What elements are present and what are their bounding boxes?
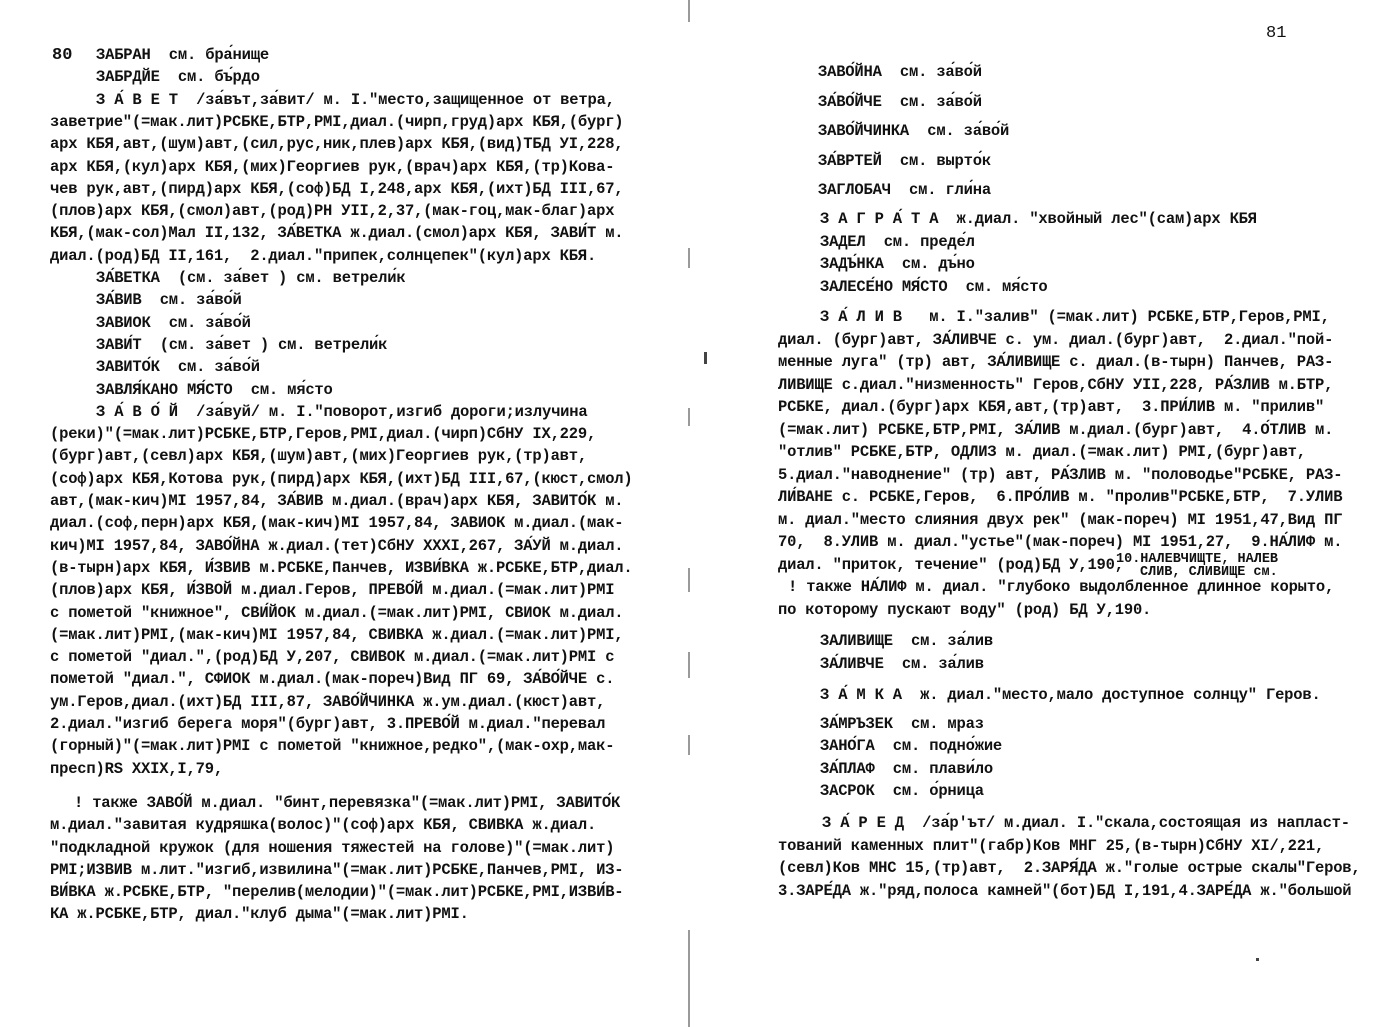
text-line: (реки)"(=мак.лит)РСБКЕ,БТР,Геров,РМI,диал.(чирп)СбНУ IX,229, xyxy=(50,425,597,444)
page-number: 80 xyxy=(52,46,73,65)
text-line: ЗАВЛЯ́КАНО МЯ́СТО см. мя́сто xyxy=(96,380,333,399)
text-line: РМI;ИЗВИВ м.лит."изгиб,извилина"(=мак.лит)РСБКЕ,Панчев,РМI, ИЗ- xyxy=(50,860,624,879)
entry-line: З А́ Р Е Д /за́р'ът/ м.диал. I."скала,состоящая из напласт- xyxy=(822,814,1350,832)
entry-line: диал. "приток, течение" (род)БД У,190, xyxy=(778,555,1124,574)
text-line: с пометой "диал.",(род)БД У,207, СВИВОК м.диал.(=мак.лит)РМI с xyxy=(50,648,615,667)
text-line: (горный)"(=мак.лит)РМI с пометой "книжное,редко",(мак-охр,мак- xyxy=(50,737,615,756)
text-line: кич)МI 1957,84, ЗАВО́ЙНА ж.диал.(тет)СбНУ XXXI,267, ЗА́УЙ м.диал. xyxy=(50,536,624,555)
entry-line: ЗАСРОК см. о́рница xyxy=(820,782,984,800)
text-line: м.диал."завитая кудряшка(волос)"(соф)арх КБЯ, СВИВКА ж.диал. xyxy=(50,816,597,835)
page-number: 81 xyxy=(1266,24,1287,43)
entry-line: З А́ Л И В м. I."залив" (=мак.лит) РСБКЕ,БТР,Геров,РМI, xyxy=(820,308,1330,326)
entry-line: по которому пускают воду" (род) БД У,190. xyxy=(778,600,1152,619)
crossref-entry: ЗАГЛОБАЧ см. гли́на xyxy=(818,181,991,199)
text-line: ЗАВИ́Т (см. за́вет ) см. ветрели́к xyxy=(96,335,388,354)
page-gutter xyxy=(688,0,690,1027)
entry-line: ЗАЛЕСЕ́НО МЯ́СТО см. мя́сто xyxy=(820,277,1048,296)
entry-zared xyxy=(778,812,1361,902)
crossref-entry: ЗА́ВО́ЙЧЕ см. за́во́й xyxy=(818,92,982,111)
entry-zamka xyxy=(820,684,1321,803)
text-line: арх КБЯ,(кул)арх КБЯ,(мих)Георгиев рук,(врач)арх КБЯ,(тр)Кова- xyxy=(50,157,615,176)
text-line: чев рук,авт,(пирд)арх КБЯ,(соф)БД I,248,арх КБЯ,(ихт)БД III,67, xyxy=(50,179,624,198)
entry-line: ЛИ́ВАНЕ с. РСБКЕ,Геров, 6.ПРО́ЛИВ м. "пролив"РСБКЕ,БТР, 7.УЛИВ xyxy=(778,488,1343,506)
entry-line: ЛИВИЩЕ с.диал."низменность" Геров,СбНУ УII,228, РА́ЗЛИВ м.БТР, xyxy=(778,375,1334,394)
scan-speck xyxy=(704,352,707,364)
entry-zagrata xyxy=(820,208,1257,298)
text-line: З А́ В Е Т /за́вът,за́вит/ м. I."место,защищенное от ветра, xyxy=(96,90,615,109)
text-line: КБЯ,(мак-сол)Мал II,132, ЗА́ВЕТКА ж.диал.(смол)арх КБЯ, ЗАВИ́Т м. xyxy=(50,224,624,243)
text-line: ЗАБРАН см. бра́нище xyxy=(96,46,269,64)
entry-line: 3.ЗАРЕ́ДА ж."ряд,полоса камней"(бот)БД I,191,4.ЗАРЕ́ДА ж."большой xyxy=(778,881,1352,900)
text-line: (соф)арх КБЯ,Котова рук,(пирд)арх КБЯ,(ихт)БД III,67,(кюст,смол) xyxy=(50,469,633,488)
text-line: (плов)арх КБЯ, И́ЗВОЙ м.диал.Геров, ПРЕВО́Й м.диал.(=мак.лит)РМI xyxy=(50,581,615,600)
entry-line: ЗА́МРЪЗЕК см. мраз xyxy=(820,714,984,733)
text-line: пометой "диал.", СФИОК м.диал.(мак-пореч)Вид ПГ 69, ЗА́ВО́ЙЧЕ с. xyxy=(50,670,615,689)
text-line: диал.(соф,перн)арх КБЯ,(мак-кич)МI 1957,84, ЗАВИОК м.диал.(мак- xyxy=(50,514,624,533)
entry-line: диал. (бург)авт, ЗА́ЛИВЧЕ с. ум. диал.(бург)авт, 2.диал."пой- xyxy=(778,330,1334,349)
text-line: З А́ В О́ Й /за́вуй/ м. I."поворот,изгиб дороги;излучина xyxy=(96,402,588,421)
entry-line: менные луга" (тр) авт, ЗА́ЛИВИЩЕ с. диал.(в-тырн) Панчев, РАЗ- xyxy=(778,353,1334,371)
text-line: "подкладной кружок (для ношения тяжестей на голове)"(=мак.лит) xyxy=(50,838,615,857)
left-page xyxy=(0,0,688,1027)
entry-line: 70, 8.УЛИВ м. диал."устье"(мак-пореч) МI 1951,27, 9.НА́ЛИФ м. xyxy=(778,533,1343,551)
entry-line: ЗА́ПЛАФ см. плави́ло xyxy=(820,759,993,778)
crossref-entry: ЗАВО́ЙНА см. за́во́й xyxy=(818,63,982,81)
text-line: авт,(мак-кич)МI 1957,84, ЗА́ВИВ м.диал.(врач)арх КБЯ, ЗАВИТО́К м. xyxy=(50,492,624,510)
text-line: ум.Геров,диал.(ихт)БД III,87, ЗАВО́ЙЧИНКА ж.ум.диал.(кюст)авт, xyxy=(50,692,606,711)
text-line: пресп)RS XXIX,I,79, xyxy=(50,759,223,778)
right-page xyxy=(700,0,1400,1027)
crossref-group-1 xyxy=(818,58,1009,206)
text-line: арх КБЯ,авт,(шум)авт,(сил,рус,ник,плев)арх КБЯ,(вид)ТБД УI,228, xyxy=(50,135,624,154)
text-line: ЗАБРДЙЕ см. бъ́рдо xyxy=(96,68,260,87)
entry-line: 5.диал."наводнение" (тр) авт, РА́ЗЛИВ м. "половодье"РСБКЕ, РАЗ- xyxy=(778,465,1343,484)
text-line: (в-тырн)арх КБЯ, И́ЗВИВ м.РСБКЕ,Панчев, ИЗВИ́ВКА ж.РСБКЕ,БТР,диал. xyxy=(50,558,633,577)
text-line: (бург)авт,(севл)арх КБЯ,(шум)авт,(мих)Георгиев рук,(тр)авт, xyxy=(50,447,587,466)
text-line: с пометой "книжное", СВИ́ЙОК м.диал.(=мак.лит)РМI, СВИОК м.диал. xyxy=(50,603,624,622)
crossref-entry: ЗА́ЛИВЧЕ см. за́лив xyxy=(820,654,984,673)
entry-line: З А Г Р А́ Т А ж.диал. "хвойный лес"(сам)арх КБЯ xyxy=(820,210,1257,228)
crossref-group-2 xyxy=(820,630,993,675)
text-line: ЗА́ВЕТКА (см. за́вет ) см. ветрели́к xyxy=(96,269,406,287)
text-line: ! также ЗАВО́Й м.диал. "бинт,перевязка"(=мак.лит)РМI, ЗАВИТО́К xyxy=(74,793,621,812)
entry-line: "отлив" РСБКЕ,БТР, ОДЛИЗ м. диал.(=мак.лит) РМI,(бург)авт, xyxy=(778,443,1306,461)
text-line: ЗАВИОК см. за́во́й xyxy=(96,313,251,332)
text-line: КА ж.РСБКЕ,БТР, диал."клуб дыма"(=мак.лит)РМI. xyxy=(50,905,469,924)
entry-line: З А́ М К А ж. диал."место,мало доступное солнцу" Геров. xyxy=(820,686,1321,704)
entry-line: ! также НА́ЛИФ м. диал. "глубоко выдолбленное длинное корыто, xyxy=(788,578,1335,596)
text-line: ВИ́ВКА ж.РСБКЕ,БТР, "перелив(мелодии)"(=мак.лит)РСБКЕ,РМI,ИЗВИ́В- xyxy=(50,883,624,902)
crossref-entry: ЗАЛИВИЩЕ см. за́лив xyxy=(820,632,993,650)
entry-line: м. диал."место слияния двух рек" (мак-пореч) МI 1951,47,Вид ПГ xyxy=(778,510,1343,529)
entry-line: ЗАНО́ГА см. подно́жие xyxy=(820,737,1003,755)
text-line: заветрие"(=мак.лит)РСБКЕ,БТР,РМI,диал.(чирп,груд)арх КБЯ,(бург) xyxy=(50,112,624,131)
text-line: ЗА́ВИВ см. за́во́й xyxy=(96,291,242,310)
text-line: ЗАВИТО́К см. за́во́й xyxy=(96,358,260,377)
entry-line: РСБКЕ, диал.(бург)арх КБЯ,авт,(тр)авт, 3.ПРИ́ЛИВ м. "прилив" xyxy=(778,398,1325,416)
crossref-entry: ЗА́ВРТЕЙ см. вырто́к xyxy=(818,151,991,170)
overprint-line: 10.НАЛЕВЧИЩТЕ, НАЛЕВ xyxy=(1116,552,1279,567)
overprint-line: СЛИВ, СЛИВИЩЕ см. xyxy=(1140,565,1278,580)
entry-line: ЗАДЪ́НКА см. дъ́но xyxy=(820,255,975,273)
entry-line: тований каменных плит"(габр)Ков МНГ 25,(в-тырн)СбНУ XI/,221, xyxy=(778,836,1325,855)
text-line: диал.(род)БД II,161, 2.диал."припек,солнцепек"(кул)арх КБЯ. xyxy=(50,246,597,265)
crossref-entry: ЗАВО́ЙЧИНКА см. за́во́й xyxy=(818,122,1010,140)
text-line: (=мак.лит)РМI,(мак-кич)МI 1957,84, СВИВКА ж.диал.(=мак.лит)РМI, xyxy=(50,625,624,644)
text-line: 2.диал."изгиб берега моря"(бург)авт, 3.ПРЕВО́Й м.диал."перевал xyxy=(50,715,606,733)
text-line: (плов)арх КБЯ,(смол)авт,(род)РН УII,2,37,(мак-гоц,мак-благ)арх xyxy=(50,202,615,221)
entry-line: (=мак.лит) РСБКЕ,БТР,РМI, ЗА́ЛИВ м.диал.(бург)авт, 4.О́ТЛИВ м. xyxy=(778,420,1334,439)
scan-speck xyxy=(1256,958,1259,961)
entry-line: ЗАДЕЛ см. преде́л xyxy=(820,232,975,251)
entry-line: (севл)Ков МНС 15,(тр)авт, 2.ЗАРЯ́ДА ж."голые острые скалы"Геров, xyxy=(778,859,1361,877)
